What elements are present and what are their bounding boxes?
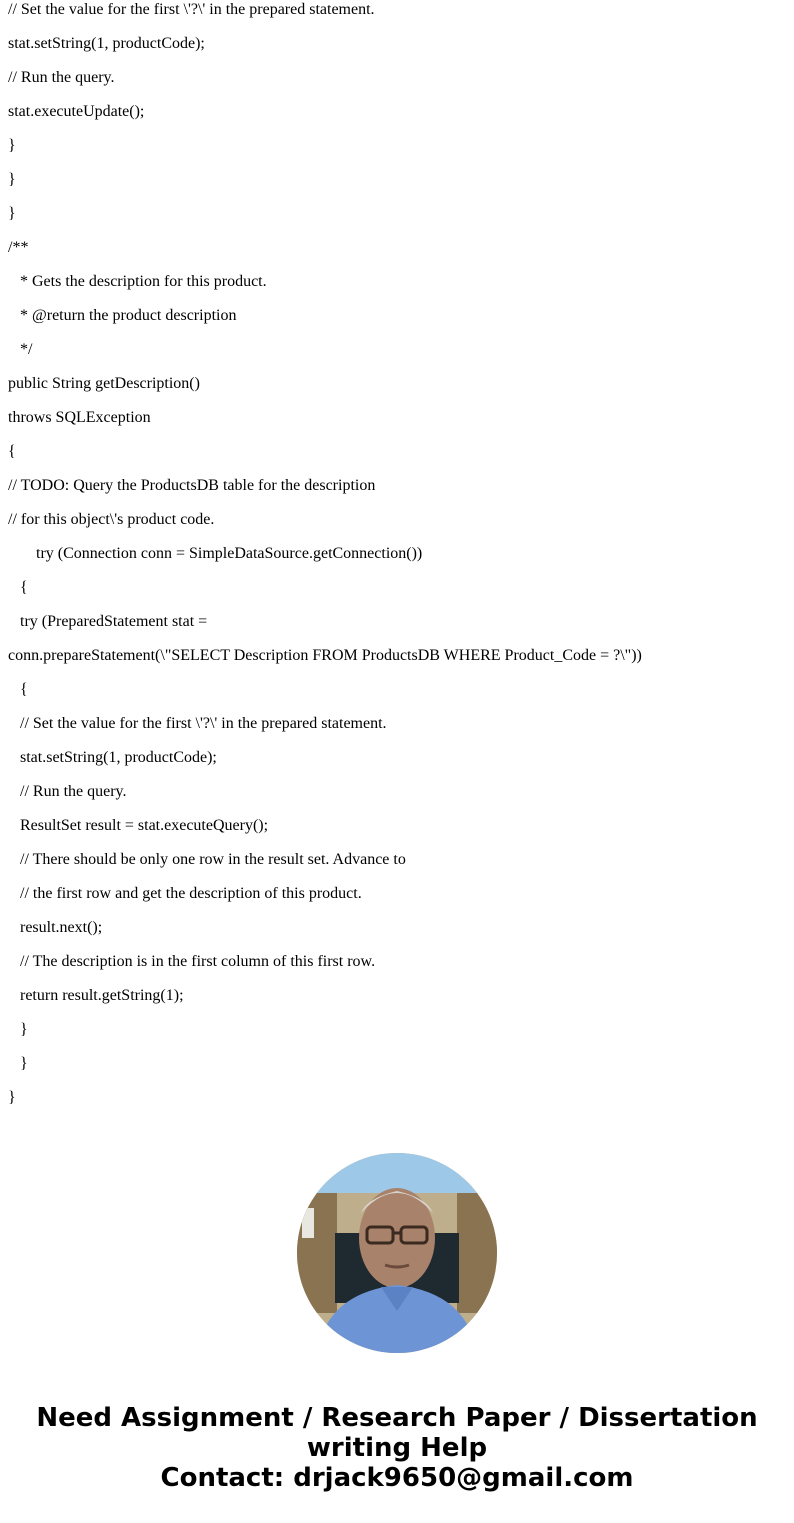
code-line: // TODO: Query the ProductsDB table for the description bbox=[8, 477, 376, 494]
promo-banner bbox=[0, 1403, 794, 1493]
code-line: { bbox=[8, 681, 28, 698]
code-line: conn.prepareStatement(\"SELECT Description FROM ProductsDB WHERE Product_Code = ?\")) bbox=[8, 647, 642, 664]
code-line: try (Connection conn = SimpleDataSource.getConnection()) bbox=[8, 545, 423, 562]
code-line: */ bbox=[8, 341, 33, 358]
code-line: stat.executeUpdate(); bbox=[8, 103, 145, 120]
promo-line-2: writing Help bbox=[306, 1433, 488, 1463]
code-line: // Run the query. bbox=[8, 69, 115, 86]
code-line: { bbox=[8, 443, 16, 460]
code-line: ResultSet result = stat.executeQuery(); bbox=[8, 817, 269, 834]
code-line: // the first row and get the description of this product. bbox=[8, 885, 362, 902]
code-line: // The description is in the first column of this first row. bbox=[8, 953, 376, 970]
code-line: return result.getString(1); bbox=[8, 987, 184, 1004]
code-line: } bbox=[8, 205, 16, 222]
code-line: * @return the product description bbox=[8, 307, 237, 324]
code-line: // for this object\'s product code. bbox=[8, 511, 215, 528]
code-line: } bbox=[8, 1089, 16, 1106]
code-listing bbox=[8, 0, 788, 1122]
promo-contact-line: Contact: drjack9650@gmail.com bbox=[160, 1463, 634, 1493]
code-line: * Gets the description for this product. bbox=[8, 273, 267, 290]
promo-line-1: Need Assignment / Research Paper / Dissertation bbox=[36, 1403, 758, 1433]
code-line: try (PreparedStatement stat = bbox=[8, 613, 208, 630]
code-line: // There should be only one row in the result set. Advance to bbox=[8, 851, 406, 868]
code-line: } bbox=[8, 1055, 28, 1072]
code-line: /** bbox=[8, 239, 29, 256]
code-line: stat.setString(1, productCode); bbox=[8, 35, 205, 52]
code-line: result.next(); bbox=[8, 919, 103, 936]
code-line: // Set the value for the first \'?\' in the prepared statement. bbox=[8, 1, 375, 18]
code-line: } bbox=[8, 171, 16, 188]
author-photo bbox=[297, 1153, 497, 1353]
code-line: } bbox=[8, 1021, 28, 1038]
code-line: public String getDescription() bbox=[8, 375, 200, 392]
code-line: // Run the query. bbox=[8, 783, 127, 800]
code-line: stat.setString(1, productCode); bbox=[8, 749, 217, 766]
code-line: // Set the value for the first \'?\' in the prepared statement. bbox=[8, 715, 387, 732]
code-line: throws SQLException bbox=[8, 409, 151, 426]
code-line: { bbox=[8, 579, 28, 596]
code-line: } bbox=[8, 137, 16, 154]
